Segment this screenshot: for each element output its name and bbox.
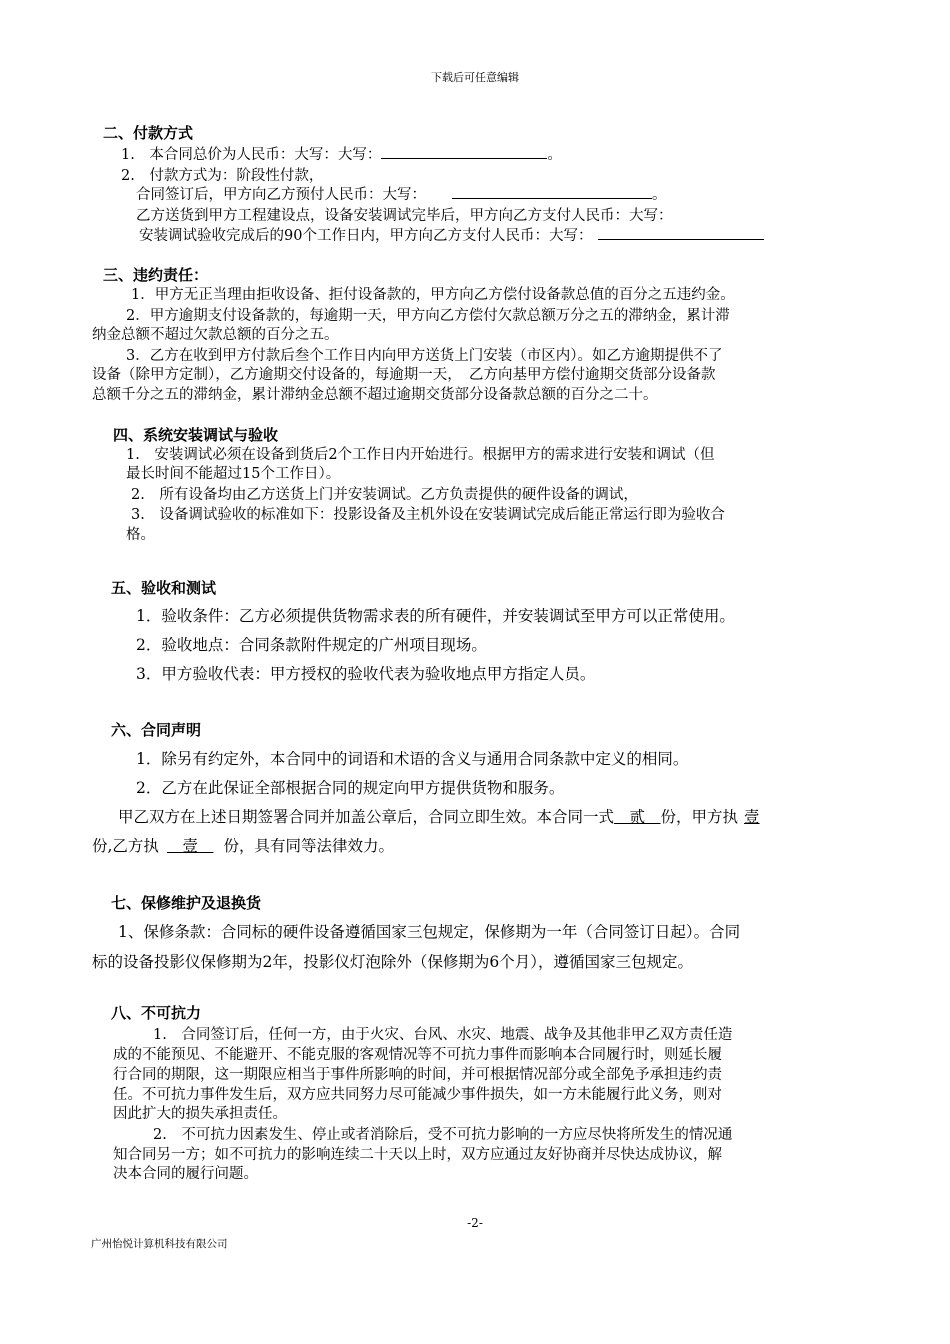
section-8-title: 八、不可抗力 [111,1004,202,1022]
s6-line: 1．除另有约定外，本合同中的词语和术语的含义与通用合同条款中定义的相同。 [136,750,689,768]
s8-line: 成的不能预见、不能避开、不能克服的客观情况等不可抗力事件而影响本合同履行时，则延长履 [113,1047,722,1063]
s5-line: 1．验收条件：乙方必须提供货物需求表的所有硬件，并安装调试至甲方可以正常使用。 [136,607,735,625]
s3-line: 1．甲方无正当理由拒收设备、拒付设备款的，甲方向乙方偿付设备款总值的百分之五违约金。 [131,287,735,303]
s3-line: 设备（除甲方定制），乙方逾期交付设备的，每逾期一天， 乙方向基甲方偿付逾期交货部分设备款 [92,367,716,383]
s4-line: 格。 [126,527,155,543]
s2-line-5: 安装调试验收完成后的90个工作日内，甲方向乙方支付人民币：大写： [139,224,764,245]
s6-clause-line-1: 甲乙双方在上述日期签署合同并加盖公章后，合同立即生效。本合同一式 贰 份，甲方执 壹 [118,808,760,826]
s8-line: 1. 合同签订后，任何一方，由于火灾、台风、水灾、地震、战争及其他非甲乙双方责任造 [153,1027,733,1043]
s6-line: 2．乙方在此保证全部根据合同的规定向甲方提供货物和服务。 [136,779,565,797]
section-6-title: 六、合同声明 [111,721,202,739]
section-2-title: 二、付款方式 [103,124,194,142]
section-7-title: 七、保修维护及退换货 [111,894,262,912]
s4-line: 3. 设备调试验收的标准如下：投影设备及主机外设在安装调试完成后能正常运行即为验收合 [131,507,725,523]
s8-line: 任。不可抗力事件发生后，双方应共同努力尽可能减少事件损失，如一方未能履行此义务，则对 [113,1087,722,1103]
blank-prepay[interactable] [452,183,652,199]
page-header: 下载后可任意编辑 [431,71,519,84]
s8-line: 决本合同的履行问题。 [113,1166,258,1182]
blank-final-pay[interactable] [598,224,764,240]
section-4-title: 四、系统安装调试与验收 [113,426,279,444]
s5-line: 3．甲方验收代表：甲方授权的验收代表为验收地点甲方指定人员。 [136,665,596,683]
s3-line: 3．乙方在收到甲方付款后叁个工作日内向甲方送货上门安装（市区内）。如乙方逾期提供不了 [126,348,723,364]
s8-line: 2. 不可抗力因素发生、停止或者消除后，受不可抗力影响的一方应尽快将所发生的情况通 [153,1127,733,1143]
s4-line: 最长时间不能超过15个工作日）。 [126,466,341,482]
section-3-title: 三、违约责任： [103,266,209,284]
s6-clause-line-2: 份,乙方执 壹 份，具有同等法律效力。 [92,837,394,855]
s7-line: 标的设备投影仪保修期为2年，投影仪灯泡除外（保修期为6个月），遵循国家三包规定。 [92,953,693,971]
blank-total-price[interactable] [381,143,547,159]
page-number: -2- [467,1216,483,1230]
s8-line: 行合同的期限，这一期限应相当于事件所影响的时间，并可根据情况部分或全部免予承担违约责 [113,1067,722,1083]
s4-line: 1. 安装调试必须在设备到货后2个工作日内开始进行。根据甲方的需求进行安装和调试（但 [126,447,715,463]
copies-party-b: 壹 [166,837,214,855]
s2-line-1: 1. 本合同总价为人民币：大写：大写： 。 [121,143,562,164]
s2-line-3: 合同签订后，甲方向乙方预付人民币：大写： 。 [136,183,667,204]
s3-line: 纳金总额不超过欠款总额的百分之五。 [92,327,339,343]
copies-party-a: 壹 [744,808,760,826]
s3-line: 2．甲方逾期支付设备款的，每逾期一天，甲方向乙方偿付欠款总额万分之五的滞纳金，累计滞 [126,308,730,324]
s4-line: 2. 所有设备均由乙方送货上门并安装调试。乙方负责提供的硬件设备的调试， [131,487,638,503]
s5-line: 2．验收地点：合同条款附件规定的广州项目现场。 [136,636,487,654]
s8-line: 因此扩大的损失承担责任。 [113,1106,287,1122]
page-footer: 广州怡悦计算机科技有限公司 [91,1238,228,1250]
s2-line-2: 2. 付款方式为：阶段性付款， [121,168,324,184]
copies-total: 贰 [614,808,661,826]
s3-line: 总额千分之五的滞纳金，累计滞纳金总额不超过逾期交货部分设备款总额的百分之二十。 [92,387,658,403]
s2-line-4: 乙方送货到甲方工程建设点，设备安装调试完毕后，甲方向乙方支付人民币：大写： [136,208,673,224]
s8-line: 知合同另一方；如不可抗力的影响连续二十天以上时，双方应通过友好协商并尽快达成协议，解 [113,1147,722,1163]
s7-line: 1、保修条款：合同标的硬件设备遵循国家三包规定，保修期为一年（合同签订日起）。合同 [118,923,741,941]
section-5-title: 五、验收和测试 [111,579,217,597]
